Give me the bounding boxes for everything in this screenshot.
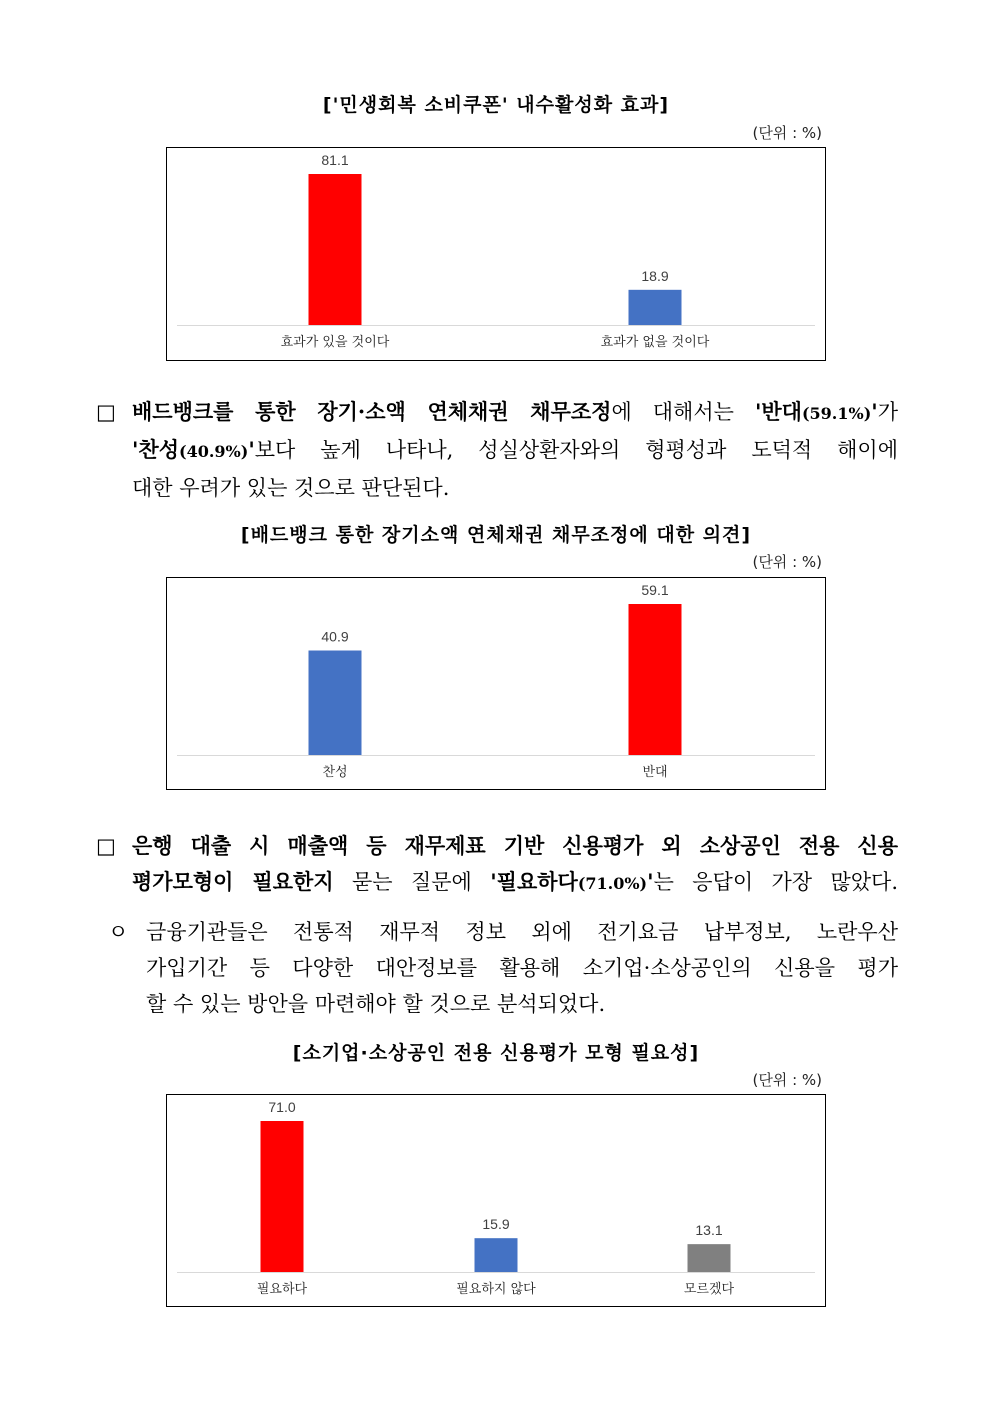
quote-support-pct: (40.9%) <box>179 442 249 461</box>
chart-svg <box>167 1095 825 1306</box>
category-label: 모르겠다 <box>683 1282 735 1297</box>
chart-svg <box>167 578 825 789</box>
category-label: 효과가 있을 것이다 <box>280 335 390 350</box>
topic-text: 평가모형이 필요한지 <box>132 869 334 894</box>
quote-support: '찬성 <box>132 437 180 462</box>
paragraph-financial-institutions <box>108 914 898 1022</box>
bar-value-label: 59.1 <box>641 582 669 598</box>
unit-label: (단위 : %) <box>752 124 822 142</box>
bar-value-label: 13.1 <box>695 1222 723 1239</box>
body-text: 할 수 있는 방안을 마련해야 할 것으로 분석되었다. <box>146 992 606 1016</box>
quote-needed: '필요하다 <box>490 869 578 894</box>
category-label: 찬성 <box>322 765 348 780</box>
unit-label: (단위 : %) <box>752 1071 822 1089</box>
quote-opposition: '반대 <box>754 399 802 424</box>
bar-1 <box>475 1238 518 1272</box>
body-text: 보다 높게 나타나, 성실상환자와의 형평성과 도덕적 해이에 <box>254 438 898 462</box>
paragraph-bad-bank: □ 배드뱅크를 통한 장기·소액 연체채권 채무조정에 대해서는 '반대(59.1%)'가 '찬성(40.9%)'보다 높게 나타나, 성실상환자와의 형평성과 도덕적 해이에 대한 우려가 있는 것으로 판단된다. <box>96 394 898 506</box>
quote-needed-pct: (71.0%) <box>577 874 648 893</box>
paragraph-credit-model: □ 은행 대출 시 매출액 등 재무제표 기반 신용평가 외 소상공인 전용 신용 평가모형이 필요한지 묻는 질문에 '필요하다(71.0%)'는 응답이 가장 많았다. <box>96 828 898 902</box>
bar-chart-consumption-coupon <box>166 147 826 361</box>
body-text: 가입기간 등 다양한 대안정보를 활용해 소기업·소상공인의 신용을 평가 <box>146 956 898 980</box>
bar-1 <box>629 604 682 755</box>
bar-value-label: 71.0 <box>268 1099 296 1115</box>
bar-value-label: 40.9 <box>321 628 349 645</box>
category-label: 필요하지 않다 <box>456 1282 536 1297</box>
body-text: 대한 우려가 있는 것으로 판단된다. <box>132 476 450 500</box>
body-text: 묻는 질문에 <box>333 870 491 894</box>
chart-svg <box>167 148 825 360</box>
bar-chart-bad-bank <box>166 577 826 790</box>
body-text: 금융기관들은 전통적 재무적 정보 외에 전기요금 납부정보, 노란우산 <box>146 920 898 944</box>
square-bullet: □ <box>96 400 116 424</box>
bar-chart-credit-model <box>166 1094 826 1307</box>
body-text: 에 대해서는 <box>611 400 755 424</box>
quote-opposition-pct: (59.1%) <box>801 404 872 423</box>
bar-0 <box>309 174 362 325</box>
topic-text: 은행 대출 시 매출액 등 재무제표 기반 신용평가 외 소상공인 전용 신용 <box>132 833 898 858</box>
circle-bullet: ㅇ <box>108 920 129 944</box>
bar-0 <box>261 1121 304 1272</box>
topic-text: 배드뱅크를 통한 장기·소액 연체채권 채무조정 <box>132 399 612 424</box>
bar-1 <box>629 290 682 325</box>
bar-2 <box>688 1244 731 1272</box>
bar-value-label: 15.9 <box>482 1216 510 1233</box>
chart-title: [소기업·소상공인 전용 신용평가 모형 필요성] <box>292 1042 700 1064</box>
category-label: 필요하다 <box>256 1282 308 1297</box>
square-bullet: □ <box>96 834 116 858</box>
bar-0 <box>309 651 362 755</box>
unit-label: (단위 : %) <box>752 553 822 571</box>
bar-value-label: 81.1 <box>321 152 349 168</box>
category-label: 반대 <box>642 765 668 780</box>
chart-title: [배드뱅크 통한 장기소액 연체채권 채무조정에 대한 의견] <box>240 524 752 546</box>
category-label: 효과가 없을 것이다 <box>600 335 710 350</box>
chart-title: ['민생회복 소비쿠폰' 내수활성화 효과] <box>322 94 670 116</box>
bar-value-label: 18.9 <box>641 267 669 284</box>
